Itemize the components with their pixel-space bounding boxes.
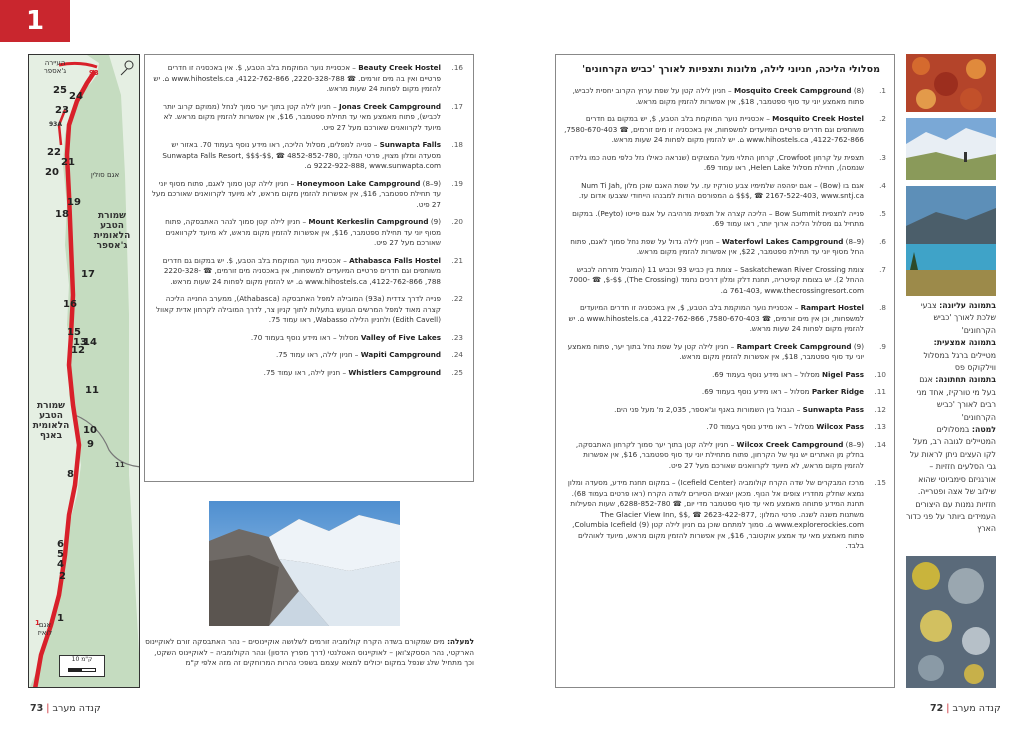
entry-name: Mosquito Creek Hostel xyxy=(772,114,864,123)
caption-below-text: במסלולים המטיילים לגובה רב, מעל לקו העצים ניתן לראות על גבי הסלעים חזזיות – אורגניזם סימביוטי שהוא שילוב של אצה ופטרייה. חזזיות נמנות עם היצורים העמידים ביותר על פני כדור הארץ xyxy=(906,425,996,534)
list-entry xyxy=(151,179,463,211)
entry-number: 15. xyxy=(874,478,886,487)
entry-body xyxy=(151,333,441,344)
entry-number: 1. xyxy=(879,86,886,95)
entry-number: 23. xyxy=(451,332,463,342)
caption-text: מים שמקורם בשדה הקרח קולומביה זורמים לשלושה אוקיינוסים – נהר האתבסקה זורם לאוקיינוס הארקטי, נהר הססקצ'ואן – לאוקיינוס האטלנטי (דרך מפרץ הדסון) ונהר הקולומביה – לאוקיינוס השקט, וכך מתחיל שלג שנפל במקום יכולים למצוא עצמם בשפכי נהרות המרוחקים זה מזה אלפי ק"מ xyxy=(145,637,474,667)
entry-body xyxy=(564,237,864,258)
entry-text: מרכז המבקרים של שדה הקרח קולומביה (Icefield Center) – במקום תחנת מידע, מסעדה ומלון נמצא שחלק מחדריו צופים אל הנוף. מכאן יוצאים הסיורים לשדה הקרח (ראו פרטים בעמוד 68). תחנת המידע פתוחה מאמצע מאי עד סוף ספטמבר מדי יום, ☎ 6288-852-780, שעות הפעילות משתנות משנה לשנה. פרטי המלון: The Glacier View Inn, $$, ☎ 2623-422-877, www.explorerockies.com ⌂. סמוך למתחם שוכן גם חניון לילה קטן Columbia Icefield (9), פתוח מאמצע מאי עד אמצע אוקטובר, $16, אין אפשרות להזמין מקום מראש, מיועד לאוהלים בלבד. xyxy=(567,478,864,550)
entry-name: Wapiti Campground xyxy=(360,350,441,359)
page-number-left: 73 xyxy=(30,703,44,714)
entry-number: 19. xyxy=(451,178,463,188)
list-entry xyxy=(151,294,463,326)
entry-text: תצפית על קרחון Crowfoot, קרחון התלוי מעל המצוקים (שנראה כאילו נזל כלפי מטה כמו גלידה שנמסה), תחילת מסלול Helen Lake, ראו עמוד 69. xyxy=(569,152,864,172)
entry-text: – פנייה למפלים, מסלול הליכה, ראו מידע נוסף בעמוד 70. באזור יש מסעדה ומלון מצוין, פרטי המלון: Sunwapta Falls Resort, $$$-$$, ☎ 4852-852-780, 9222-922-888, www.sunwapta.com ⌂. xyxy=(162,140,441,170)
entry-number: 12. xyxy=(874,404,886,414)
route-shield-93a: 93A xyxy=(49,121,62,128)
glacier-photo xyxy=(209,501,400,626)
entry-text: (8–9) – חניון לילה קטן בתוך יער סמוך לקרחון האתבסקה, בחלק מן האתרים יש נוף של הקרחון, פתוח מתחילת יוני עד סוף ספטמבר, $16, אין אפשרות להזמין מקום מראש, לא מיועד לקרוואנים שאורכם מעל 27 פיט. xyxy=(575,439,864,470)
entry-number: 10. xyxy=(874,369,886,379)
entry-number: 25. xyxy=(451,367,463,377)
km-marker: 18 xyxy=(55,209,69,220)
entry-number: 6. xyxy=(879,236,886,246)
entry-name: Athabasca Falls Hostel xyxy=(349,255,441,265)
footer-separator-right: | xyxy=(946,703,950,714)
entry-text: – חניון לילה, ראו עמוד 75. xyxy=(263,367,349,377)
list-entry xyxy=(564,303,886,335)
entry-body xyxy=(151,350,441,361)
map-graphic xyxy=(29,55,140,688)
map-scale-label: 10 ק"מ xyxy=(71,656,93,663)
caption-middle-text: מטיילים ברגל במסלול ווילקוקס פס xyxy=(923,350,996,373)
entry-body xyxy=(564,153,864,174)
hikers-photo xyxy=(906,118,996,180)
entry-number: 9. xyxy=(879,341,886,351)
list-entry xyxy=(151,63,463,95)
km-marker: 11 xyxy=(85,385,99,396)
entry-body xyxy=(564,265,864,297)
entry-text: – הגבול בין השמורות באנף וג'אספר, 2,035 מ' מעל פני הים. xyxy=(614,404,803,414)
caption-middle xyxy=(906,337,996,374)
entry-text: מסלול – ראו מידע נוסף בעמוד 69. xyxy=(712,369,823,379)
turquoise-lake-photo xyxy=(906,186,996,296)
entry-text: צומת Saskatchewan River Crossing – צומת בין כביש 93 וכביש 11 (המוביל מזרחה לכביש ההחל 2). יש בצומת קפיטריה, תחנת דלק ומלון דרכים נחמד (The Crossing), $$-$, ☎ 7000-761-403, www.thecrossingresort.com ⌂. xyxy=(568,264,864,295)
route-map xyxy=(28,54,140,688)
caption-bottom xyxy=(906,374,996,424)
entry-body xyxy=(564,303,864,335)
entry-body xyxy=(564,370,864,381)
entry-text: (8–9) – חניון לילה גדול על שפת נחל סמוך לאגם, פתוח החל מסוף יוני עד תחילת ספטמבר, $22, אין אפשרות להזמין מקום מראש. xyxy=(570,236,864,256)
entry-number: 21. xyxy=(451,255,463,265)
km-marker: 14 xyxy=(83,337,97,348)
list-entry xyxy=(151,140,463,172)
chapter-number-tab: 1 xyxy=(0,0,70,42)
entry-number: 11. xyxy=(874,387,886,396)
entry-body xyxy=(564,114,864,146)
entry-number: 5. xyxy=(879,208,886,218)
entry-body xyxy=(151,179,441,211)
list-entry xyxy=(151,368,463,379)
entry-text: מסלול – ראו מידע נוסף בעמוד 69. xyxy=(701,387,812,396)
entry-name: Sunwapta Falls xyxy=(379,140,441,149)
list-title: מסלולי הליכה, חניוני לילה, מלונות ותצפיות לאורך 'כביש הקרחונים' xyxy=(582,64,880,75)
km-marker: 2 xyxy=(59,571,66,582)
entry-body xyxy=(151,368,441,379)
list-entry xyxy=(564,209,886,230)
park-label-banff: שמורת הטבע הלאומית באנף xyxy=(32,401,70,441)
km-marker: 9 xyxy=(87,439,94,450)
km-marker: 12 xyxy=(71,345,85,356)
km-marker: 19 xyxy=(67,197,81,208)
entry-name: Mount Kerkeslin Campground xyxy=(308,217,429,226)
entry-name: Nigel Pass xyxy=(822,369,864,379)
entry-text: אגם בו (Bow) – אגם יפהפה שלמימיו צבע טורקיז עז. על שפת האגם שוכן מלון Num Ti Jah, $$$, ☎ 2167-522-403, www.sntj.ca ⌂ המפורסם הודות למבנהו הייחודי שצבעו אדום עז. xyxy=(578,180,864,200)
entry-name: Rampart Creek Campground xyxy=(736,341,852,351)
entry-number: 13. xyxy=(874,422,886,431)
entry-text: – אכסניית נוער המוקמת בלב הטבע, $. אין באכסניה זו חדרים פרטיים ואין בה מים זורמים. ☎ 2220-328-788, 4122-762-866, www.hihostels.ca ⌂. יש להזמין מקום לפחות 24 שעות מראש. xyxy=(153,63,441,93)
footer-left xyxy=(30,703,101,714)
route-shield-93: 93 xyxy=(89,69,99,77)
km-marker: 22 xyxy=(47,147,61,158)
caption-bottom-label: בתמונה תחתונה: xyxy=(935,375,996,385)
list-entry xyxy=(564,114,886,146)
entry-text: (9) – חניון לילה קטן על שפת נחל בתוך יער, פתוח מאמצע יוני עד סוף ספטמבר, $18, אין אפשרות להזמין מקום מראש. xyxy=(567,341,864,361)
entry-body xyxy=(564,181,864,202)
list-entry xyxy=(564,440,886,472)
footer-separator-left: | xyxy=(46,703,50,714)
entry-name: Sunwapta Pass xyxy=(802,404,864,414)
entry-name: Valley of Five Lakes xyxy=(360,332,441,342)
entry-body xyxy=(151,256,441,288)
km-marker: 23 xyxy=(55,105,69,116)
entry-body xyxy=(151,63,441,95)
list-entry xyxy=(151,102,463,134)
entry-name: Honeymoon Lake Campground xyxy=(296,178,421,188)
entry-text: – אכסניית נוער המוקמת בלב הטבע, $, יש במקום גם חדרים משותפים וגם חדרים פרטיים המיועדים למשפחות, אין באכסניה זו מים זורמים, ☎ 7580-670-403, 4122-762-866, www.hihostels.ca ⌂. יש להזמין מקום לפחות 24 שעות מראש. xyxy=(564,114,864,144)
list-entry xyxy=(151,333,463,344)
km-marker: 21 xyxy=(61,157,75,168)
entry-name: Rampart Hostel xyxy=(800,303,864,312)
entry-text: (8) – חניון לילה קטן על שפת ערוץ הקרוב יחסית לכביש, פתוח מאמצע יוני עד סוף ספטמבר, $18, אין אפשרות להזמין מקום מראש. xyxy=(572,86,864,106)
entry-number: 22. xyxy=(451,294,463,303)
entry-body xyxy=(151,102,441,134)
route-shield-11: 11 xyxy=(115,461,125,469)
km-marker: 10 xyxy=(83,425,97,436)
entry-text: מסלול – ראו מידע נוסף בעמוד 70. xyxy=(250,332,361,342)
entry-number: 8. xyxy=(879,303,886,312)
km-marker: 16 xyxy=(63,299,77,310)
lichen-photo xyxy=(906,556,996,688)
list-entry xyxy=(151,217,463,249)
list-entry xyxy=(564,478,886,552)
entry-number: 7. xyxy=(879,264,886,274)
entry-number: 20. xyxy=(451,217,463,226)
entry-text: – חניון לילה קטן בתוך יער סמוך לנחל (ממוקם קרוב יותר לכביש), פתוח מאמצע מאי עד תחילת ספטמבר, $16, אין אפשרות להזמין מקום מראש. לא מיועד לקרוואנים שאורכם מעל 27 פיט. xyxy=(163,101,441,132)
route-shield-1: 1 xyxy=(35,619,40,627)
list-entry xyxy=(564,370,886,381)
map-scale xyxy=(59,655,105,677)
footer-right xyxy=(930,703,1001,714)
list-entry xyxy=(564,387,886,398)
list-entry xyxy=(564,422,886,433)
photo-captions xyxy=(906,300,996,536)
entry-name: Jonas Creek Campground xyxy=(339,101,441,111)
list-entry xyxy=(564,153,886,174)
entry-name: Wilcox Pass xyxy=(816,422,864,431)
caption-below-label: למטה: xyxy=(971,425,996,435)
list-entry xyxy=(151,350,463,361)
km-marker: 24 xyxy=(69,91,83,102)
caption-bottom-text: אגם בעל מי טורקיז, אחד מני רבים לאורך 'כביש הקרחונים' xyxy=(916,375,996,422)
caption-top-label: בתמונה עליונה: xyxy=(939,301,996,310)
place-jasper-town: העיירה ג'אספר xyxy=(43,59,67,75)
entry-number: 17. xyxy=(451,101,463,111)
caption-top xyxy=(906,300,996,337)
km-marker: 25 xyxy=(53,85,67,96)
entry-number: 14. xyxy=(874,439,886,449)
footer-title-right: קנדה מערב xyxy=(952,703,1001,714)
entry-name: Wilcox Creek Campground xyxy=(736,439,844,449)
entry-body xyxy=(564,478,864,552)
caption-middle-label: בתמונה אמצעית: xyxy=(933,338,996,348)
km-marker: 15 xyxy=(67,327,81,338)
caption-below xyxy=(906,424,996,536)
entry-number: 4. xyxy=(879,180,886,190)
entry-body xyxy=(564,342,864,363)
entry-text: מסלול – ראו מידע נוסף בעמוד 70. xyxy=(706,422,817,431)
place-sunwapta-lake: אגם סולין xyxy=(90,171,120,179)
footer-title-left: קנדה מערב xyxy=(52,703,101,714)
list-entry xyxy=(564,405,886,416)
entry-text: פנייה לתצפית Bow Summit – הליכה קצרה אל תצפית מרהיבה על אגם פייטו (Peyto). במקום מתחיל גם מסלול הליכה ארוך יותר, ראו עמוד 69. xyxy=(572,208,864,228)
entry-body xyxy=(564,387,864,398)
entry-body xyxy=(151,217,441,249)
km-marker: 17 xyxy=(81,269,95,280)
entry-text: (9) – חניון לילה קטן סמוך לנהר האתבסקה, פתוח מסוף יוני עד תחילת ספטמבר, $16, אין אפשרות להזמין מקום מראש, לא מיועד לקרוואנים שאורכם מעל 27 פיט. xyxy=(165,217,441,247)
page-number-right: 72 xyxy=(930,703,944,714)
entry-text: פנייה לדרך צדדית (93a) המובילה למפל האתבסקה (Athabasca), ממערב החנייה הליכה קצרה מאוד למפל המרשים הגועש בתעלות לתוך קניון צר, לדרך המובילה לקרחון אדית קאוול (Edith Cavell) ולחניון הלילה Wabasso, ראו עמוד 75. xyxy=(156,294,441,324)
park-label-jasper: שמורת הטבע הלאומית ג'אספר xyxy=(93,211,131,251)
entry-number: 24. xyxy=(451,350,463,359)
autumn-colors-photo xyxy=(906,54,996,112)
map-scale-bar xyxy=(68,668,96,672)
entry-text: – אכסניית נוער המוקמת בלב הטבע, $. יש במקום גם חדרים משותפים וגם חדרים פרטיים המיועדים למשפחות, אין באכסניה מים זורמים, ☎ 2220-328-788, 4122-762-866, www.hihostels.ca ⌂. יש להזמין מקום לפחות 24 שעות מראש. xyxy=(162,255,441,286)
entry-body xyxy=(151,140,441,172)
entry-number: 16. xyxy=(451,63,463,72)
entry-body xyxy=(564,209,864,230)
entry-name: Beauty Creek Hostel xyxy=(358,63,441,72)
entry-body xyxy=(564,86,864,107)
entry-text: (8–9) – חניון לילה קטן סמוך לאגם, פתוח מסוף יוני עד תחילת ספטמבר, $16, אין אפשרות להזמין מקום מראש, לא מיועד לקרוואנים שאורכם מעל 27 פיט. xyxy=(151,178,441,209)
list-entry xyxy=(564,86,886,107)
caption-top-text: צבעי שלכת לאורך 'כביש הקרחונים' xyxy=(920,301,996,335)
km-marker: 6 xyxy=(57,539,64,550)
entry-name: Whistlers Campground xyxy=(348,367,441,377)
km-marker: 13 xyxy=(73,337,87,348)
entry-number: 18. xyxy=(451,140,463,149)
place-lake-louise: אגם לואיז xyxy=(37,621,53,637)
list-entry xyxy=(564,237,886,258)
km-marker: 4 xyxy=(57,559,64,570)
km-marker: 8 xyxy=(67,469,74,480)
list-box-jasper xyxy=(144,54,474,482)
km-marker: 1 xyxy=(57,613,64,624)
list-entry xyxy=(564,181,886,202)
entry-body xyxy=(564,422,864,433)
entry-name: Waterfowl Lakes Campground xyxy=(721,236,844,246)
entry-text: – אכסניית נוער המוקמת בלב הטבע, $, אין באכסניה זו חדרים המיועדים למשפחות, וכן אין מים זורמים, ☎ 7580-670-403, 4122-762-866, www.hihostels.ca ⌂. יש להזמין מקום לפחות 24 שעות מראש. xyxy=(568,303,864,333)
entry-body xyxy=(151,294,441,326)
list-entry xyxy=(564,265,886,297)
entry-number: 2. xyxy=(879,114,886,123)
entry-name: Parker Ridge xyxy=(811,387,864,396)
glacier-caption xyxy=(144,637,474,669)
entry-text: – חניון לילה, ראו עמוד 75. xyxy=(275,350,361,359)
list-entry xyxy=(564,342,886,363)
entry-number: 3. xyxy=(879,152,886,162)
list-box-icefields-parkway xyxy=(555,54,895,688)
km-marker: 20 xyxy=(45,167,59,178)
list-entry xyxy=(151,256,463,288)
entry-name: Mosquito Creek Campground xyxy=(733,86,852,95)
entry-body xyxy=(564,405,864,416)
km-marker: 5 xyxy=(57,549,64,560)
caption-label: למעלה: xyxy=(447,637,474,646)
entry-body xyxy=(564,440,864,472)
